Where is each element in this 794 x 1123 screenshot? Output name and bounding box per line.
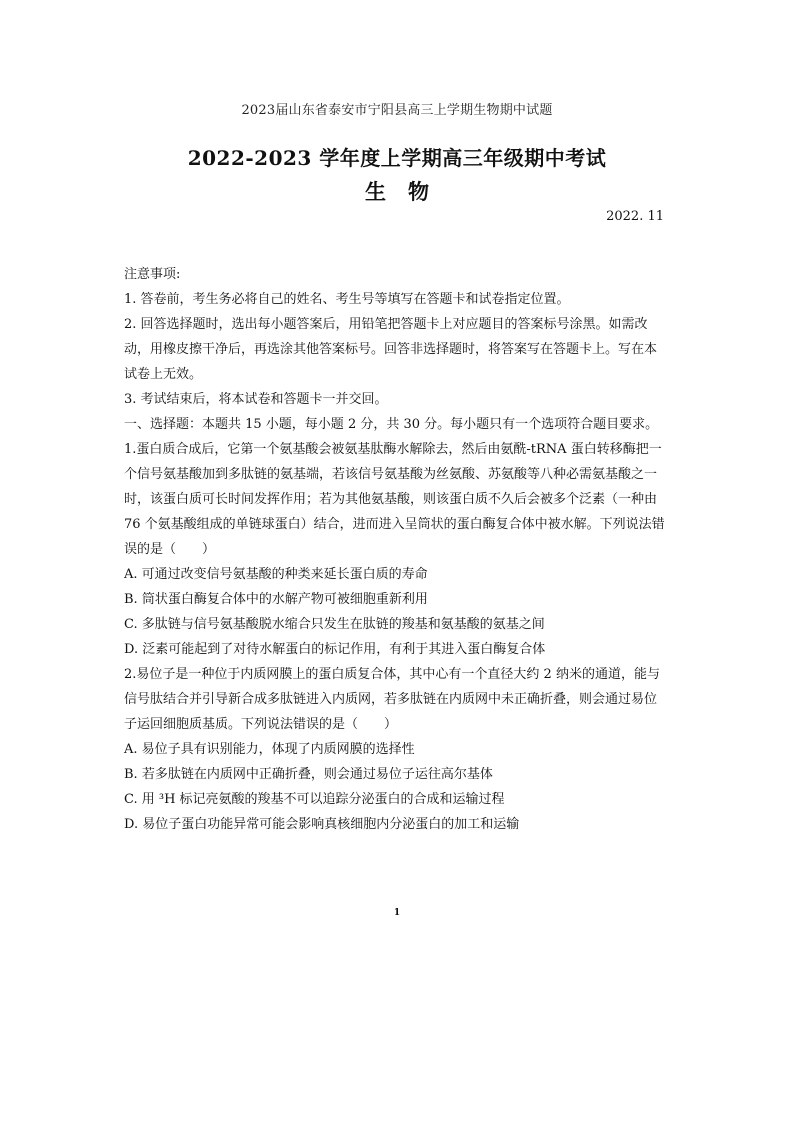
exam-content <box>124 262 669 837</box>
notice-heading: 注意事项: <box>124 267 181 282</box>
subject-title: 生物 <box>365 179 451 204</box>
question-1-option-c: C. 多肽链与信号氨基酸脱水缩合只发生在肽链的羧基和氨基酸的氨基之间 <box>124 617 545 632</box>
question-1-option-d: D. 泛素可能起到了对待水解蛋白的标记作用，有利于其进入蛋白酶复合体 <box>124 642 546 657</box>
question-2-option-b: B. 若多肽链在内质网中正确折叠，则会通过易位子运往高尔基体 <box>124 767 493 782</box>
page-number: 1 <box>393 908 401 918</box>
notice-item-2: 2. 回答选择题时，选出每小题答案后，用铅笔把答题卡上对应题目的答案标号涂黑。如需改动，用橡皮擦干净后，再选涂其他答案标号。回答非选择题时，将答案写在答题卡上。写在本试卷上无效。 <box>124 317 658 382</box>
section-heading: 一、选择题：本题共 15 小题，每小题 2 分，共 30 分。每小题只有一个选项符合题目要求。 <box>124 417 659 432</box>
notice-item-1: 1. 答卷前，考生务必将自己的姓名、考生号等填写在答题卡和试卷指定位置。 <box>124 292 570 307</box>
exam-title: 2022-2023 学年度上学期高三年级期中考试 <box>187 146 607 170</box>
question-2-option-d: D. 易位子蛋白功能异常可能会影响真核细胞内分泌蛋白的加工和运输 <box>124 817 520 832</box>
question-1-stem: 1.蛋白质合成后，它第一个氨基酸会被氨基肽酶水解除去，然后由氨酰-tRNA 蛋白转移酶把一个信号氨基酸加到多肽链的氨基端，若该信号氨基酸为丝氨酸、苏氨酸等八种必需氨基酸之一时，该蛋白质可长时间发挥作用；若为其他氨基酸，则该蛋白质不久后会被多个泛素（一种由 76 个氨基酸组成的单链球蛋白）结合，进而进入呈筒状的蛋白酶复合体中被水解。下列说法错误的是（ ） <box>124 442 665 557</box>
document-header: 2023届山东省泰安市宁阳县高三上学期生物期中试题 <box>241 103 553 118</box>
question-2-stem: 2.易位子是一种位于内质网膜上的蛋白质复合体，其中心有一个直径大约 2 纳米的通道，能与信号肽结合并引导新合成多肽链进入内质网，若多肽链在内质网中未正确折叠，则会通过易位子运回细胞质基质。下列说法错误的是（ ） <box>124 667 660 732</box>
notice-item-3: 3. 考试结束后，将本试卷和答题卡一并交回。 <box>124 392 388 407</box>
question-1-option-a: A. 可通过改变信号氨基酸的种类来延长蛋白质的寿命 <box>124 567 428 582</box>
exam-date: 2022. 11 <box>606 209 664 224</box>
question-1-option-b: B. 筒状蛋白酶复合体中的水解产物可被细胞重新利用 <box>124 592 428 607</box>
question-2-option-a: A. 易位子具有识别能力，体现了内质网膜的选择性 <box>124 742 415 757</box>
question-2-option-c: C. 用 ³H 标记亮氨酸的羧基不可以追踪分泌蛋白的合成和运输过程 <box>124 792 505 807</box>
